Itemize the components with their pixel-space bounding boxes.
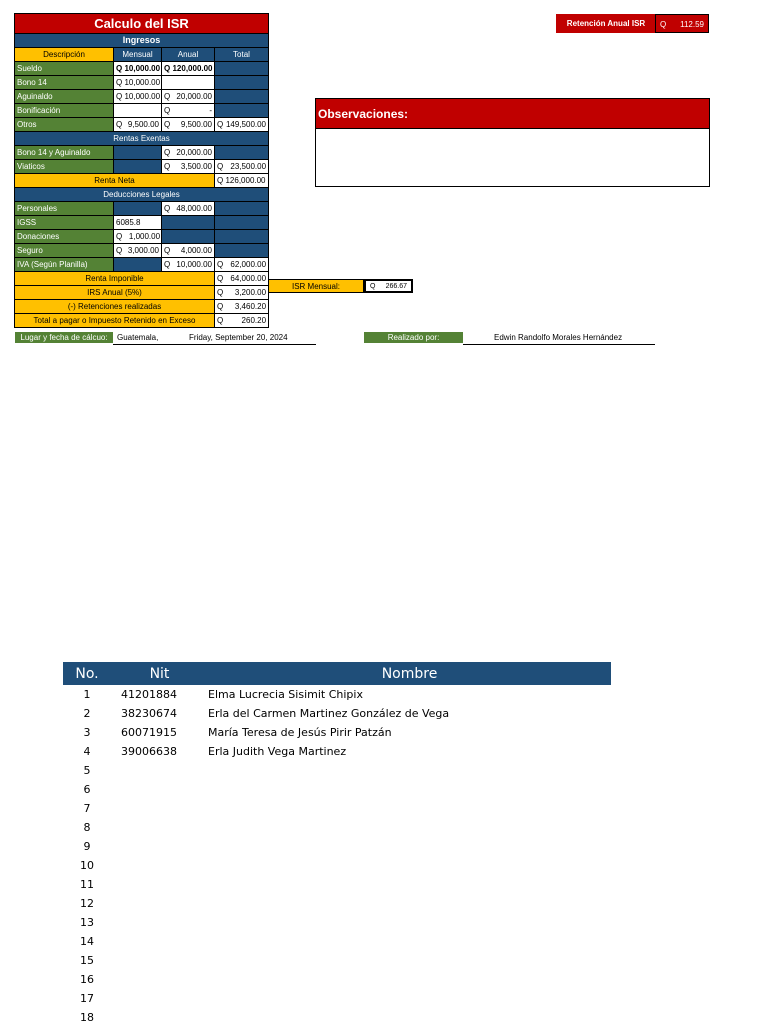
bono14-label: Bono 14 [15, 76, 114, 90]
row-nombre [208, 818, 611, 837]
personales-anual[interactable]: Q 48,000.00 [162, 202, 215, 216]
realizado-value[interactable]: Edwin Randolfo Morales Hernández [494, 333, 623, 342]
otros-anual[interactable]: Q 9,500.00 [162, 118, 215, 132]
row-nit [111, 856, 208, 875]
seguro-label: Seguro [15, 244, 114, 258]
aguinaldo-label: Aguinaldo [15, 90, 114, 104]
otros-label: Otros [15, 118, 114, 132]
bonificacion-total [215, 104, 269, 118]
names-table-body [63, 685, 611, 1027]
deducciones-title: Deducciones Legales [15, 188, 269, 202]
bonificacion-anual[interactable]: Q - [162, 104, 215, 118]
bonificacion-label: Bonificación [15, 104, 114, 118]
row-number: 16 [80, 973, 94, 986]
viaticos-anual[interactable]: Q 3,500.00 [162, 160, 215, 174]
bono14-total [215, 76, 269, 90]
header-mensual: Mensual [114, 48, 162, 62]
sueldo-mensual[interactable]: Q 10,000.00 [114, 62, 162, 76]
igss-label: IGSS [15, 216, 114, 230]
renta-neta-label: Renta Neta [15, 174, 215, 188]
renta-imponible-label: Renta Imponible [15, 272, 215, 286]
table-row [63, 989, 611, 1008]
irs-anual-total: Q 3,200.00 [215, 286, 269, 300]
names-table [63, 662, 611, 1027]
row-nombre [208, 1008, 611, 1027]
row-number: 11 [80, 878, 94, 891]
row-nombre [208, 761, 611, 780]
row-number: 7 [83, 802, 91, 815]
bono14-mensual[interactable]: Q 10,000.00 [114, 76, 162, 90]
renta-neta-total: Q 126,000.00 [215, 174, 269, 188]
otros-total: Q 149,500.00 [215, 118, 269, 132]
donaciones-label: Donaciones [15, 230, 114, 244]
table-row [63, 913, 611, 932]
table-row [63, 951, 611, 970]
row-nombre [208, 856, 611, 875]
table-row [63, 837, 611, 856]
realizado-underline [463, 344, 655, 345]
row-nombre: María Teresa de Jesús Pirir Patzán [208, 726, 392, 739]
retenciones-label: (-) Retenciones realizadas [15, 300, 215, 314]
table-row [63, 932, 611, 951]
sueldo-anual[interactable]: Q 120,000.00 [162, 62, 215, 76]
row-number: 2 [83, 707, 91, 720]
aguinaldo-total [215, 90, 269, 104]
row-nombre [208, 875, 611, 894]
row-nombre [208, 989, 611, 1008]
row-nit [111, 989, 208, 1008]
table-row [63, 818, 611, 837]
row-nombre [208, 780, 611, 799]
lugar-underline [113, 344, 316, 345]
header-no: No. [63, 662, 111, 685]
header-total: Total [215, 48, 269, 62]
row-nombre: Elma Lucrecia Sisimit Chipix [208, 688, 363, 701]
row-nit: 39006638 [121, 745, 177, 758]
total-pagar-label: Total a pagar o Impuesto Retenido en Exceso [15, 314, 215, 328]
row-nombre [208, 970, 611, 989]
row-nit [111, 932, 208, 951]
lugar-value[interactable]: Guatemala, [117, 333, 159, 342]
row-nit [111, 913, 208, 932]
row-nit: 41201884 [121, 688, 177, 701]
table-row [63, 1008, 611, 1027]
retencion-anual-label: Retención Anual ISR [556, 14, 656, 33]
row-nit: 60071915 [121, 726, 177, 739]
iva-anual[interactable]: Q 10,000.00 [162, 258, 215, 272]
seguro-mensual[interactable]: Q 3,000.00 [114, 244, 162, 258]
row-nombre [208, 894, 611, 913]
row-nombre [208, 951, 611, 970]
row-nit [111, 799, 208, 818]
row-number: 3 [83, 726, 91, 739]
iva-total: Q 62,000.00 [215, 258, 269, 272]
fecha-value[interactable]: Friday, September 20, 2024 [189, 333, 288, 342]
row-nit [111, 837, 208, 856]
viaticos-total: Q 23,500.00 [215, 160, 269, 174]
aguinaldo-mensual[interactable]: Q 10,000.00 [114, 90, 162, 104]
seguro-anual[interactable]: Q 4,000.00 [162, 244, 215, 258]
row-number: 13 [80, 916, 94, 929]
personales-label: Personales [15, 202, 114, 216]
table-row [63, 761, 611, 780]
renta-imponible-total: Q 64,000.00 [215, 272, 269, 286]
table-row [63, 894, 611, 913]
row-nit [111, 951, 208, 970]
row-nombre [208, 799, 611, 818]
row-nit [111, 970, 208, 989]
observaciones-box[interactable] [315, 98, 710, 187]
ingresos-title: Ingresos [15, 34, 269, 48]
table-row [63, 799, 611, 818]
row-number: 6 [83, 783, 91, 796]
otros-mensual[interactable]: Q 9,500.00 [114, 118, 162, 132]
header-anual: Anual [162, 48, 215, 62]
bonificacion-mensual[interactable] [114, 104, 162, 118]
row-number: 9 [83, 840, 91, 853]
table-row [63, 704, 611, 723]
realizado-label: Realizado por: [364, 332, 463, 343]
header-nit: Nit [111, 662, 208, 685]
iva-label: IVA (Según Planilla) [15, 258, 114, 272]
isr-title: Calculo del ISR [15, 14, 269, 34]
table-row [63, 875, 611, 894]
row-nit: 38230674 [121, 707, 177, 720]
row-number: 14 [80, 935, 94, 948]
row-nombre [208, 932, 611, 951]
row-number: 12 [80, 897, 94, 910]
row-nit [111, 780, 208, 799]
row-nit [111, 761, 208, 780]
retenciones-total: Q 3,460.20 [215, 300, 269, 314]
table-row [63, 723, 611, 742]
isr-mensual-value: Q 266.67 [364, 279, 413, 293]
irs-anual-label: IRS Anual (5%) [15, 286, 215, 300]
retencion-anual-value: Q 112.59 [655, 14, 709, 33]
row-nit [111, 875, 208, 894]
sueldo-label: Sueldo [15, 62, 114, 76]
row-nombre: Erla del Carmen Martinez González de Vega [208, 707, 450, 720]
donaciones-mensual[interactable]: Q 1,000.00 [114, 230, 162, 244]
header-descripcion: Descripción [15, 48, 114, 62]
row-number: 18 [80, 1011, 94, 1024]
row-number: 17 [80, 992, 94, 1005]
table-row [63, 685, 611, 704]
igss-mensual[interactable]: 6085.8 [114, 216, 162, 230]
isr-mensual-label: ISR Mensual: [268, 279, 364, 293]
bono-aguinaldo-label: Bono 14 y Aguinaldo [15, 146, 114, 160]
rentas-exentas-title: Rentas Exentas [15, 132, 269, 146]
row-number: 10 [80, 859, 94, 872]
row-nit [111, 1008, 208, 1027]
table-row [63, 970, 611, 989]
row-nombre [208, 913, 611, 932]
table-row [63, 780, 611, 799]
row-number: 5 [83, 764, 91, 777]
aguinaldo-anual[interactable]: Q 20,000.00 [162, 90, 215, 104]
lugar-label: Lugar y fecha de cálcuo: [15, 332, 113, 343]
row-number: 15 [80, 954, 94, 967]
row-number: 8 [83, 821, 91, 834]
row-number: 4 [83, 745, 91, 758]
sueldo-total [215, 62, 269, 76]
row-nombre: Erla Judith Vega Martinez [208, 745, 347, 758]
table-row [63, 742, 611, 761]
bono14-anual[interactable] [162, 76, 215, 90]
row-nit [111, 818, 208, 837]
viaticos-label: Viaticos [15, 160, 114, 174]
row-nit [111, 894, 208, 913]
observaciones-title: Observaciones: [316, 99, 709, 129]
isr-table [14, 13, 269, 328]
bono-aguinaldo-anual[interactable]: Q 20,000.00 [162, 146, 215, 160]
table-row [63, 856, 611, 875]
total-pagar-total: Q 260.20 [215, 314, 269, 328]
row-nombre [208, 837, 611, 856]
header-nombre: Nombre [208, 662, 611, 685]
row-number: 1 [83, 688, 91, 701]
